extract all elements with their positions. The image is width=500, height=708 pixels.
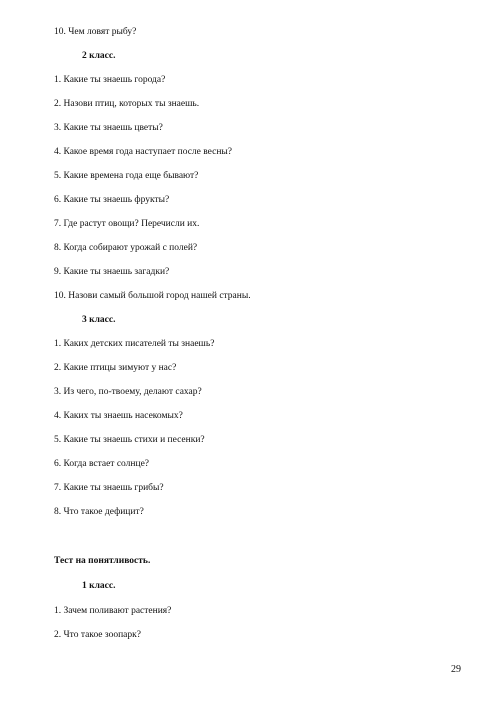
intro-question: 10. Чем ловят рыбу? xyxy=(54,27,137,37)
grade-3-question-2: 2. Какие птицы зимуют у нас? xyxy=(54,363,177,373)
grade-2-question-8: 8. Когда собирают урожай с полей? xyxy=(54,243,198,253)
grade-3-question-7: 7. Какие ты знаешь грибы? xyxy=(54,483,164,493)
grade-2-question-2: 2. Назови птиц, которых ты знаешь. xyxy=(54,99,200,109)
grade-2-question-7: 7. Где растут овощи? Перечисли их. xyxy=(54,219,200,229)
page-number: 29 xyxy=(451,664,461,675)
grade-3-question-3: 3. Из чего, по-твоему, делают сахар? xyxy=(54,387,202,397)
grade-2-question-1: 1. Какие ты знаешь города? xyxy=(54,75,166,85)
grade-2-question-10: 10. Назови самый большой город нашей страны. xyxy=(54,291,251,301)
grade-2-question-5: 5. Какие времена года еще бывают? xyxy=(54,171,199,181)
grade-2-question-4: 4. Какое время года наступает после весны? xyxy=(54,147,233,157)
grade-3-question-4: 4. Каких ты знаешь насекомых? xyxy=(54,411,183,421)
grade-2-question-3: 3. Какие ты знаешь цветы? xyxy=(54,123,163,133)
grade-3-heading: 3 класс. xyxy=(82,315,116,325)
grade-3-question-1: 1. Каких детских писателей ты знаешь? xyxy=(54,339,215,349)
grade-2-question-6: 6. Какие ты знаешь фрукты? xyxy=(54,195,170,205)
grade-3-question-6: 6. Когда встает солнце? xyxy=(54,459,150,469)
grade-3-question-8: 8. Что такое дефицит? xyxy=(54,507,144,517)
test-title: Тест на понятливость. xyxy=(54,556,151,566)
test-grade-1-heading: 1 класс. xyxy=(82,581,116,591)
grade-2-heading: 2 класс. xyxy=(82,51,116,61)
test-question-1: 1. Зачем поливают растения? xyxy=(54,606,172,616)
grade-2-question-9: 9. Какие ты знаешь загадки? xyxy=(54,267,170,277)
test-question-2: 2. Что такое зоопарк? xyxy=(54,630,141,640)
grade-3-question-5: 5. Какие ты знаешь стихи и песенки? xyxy=(54,435,205,445)
